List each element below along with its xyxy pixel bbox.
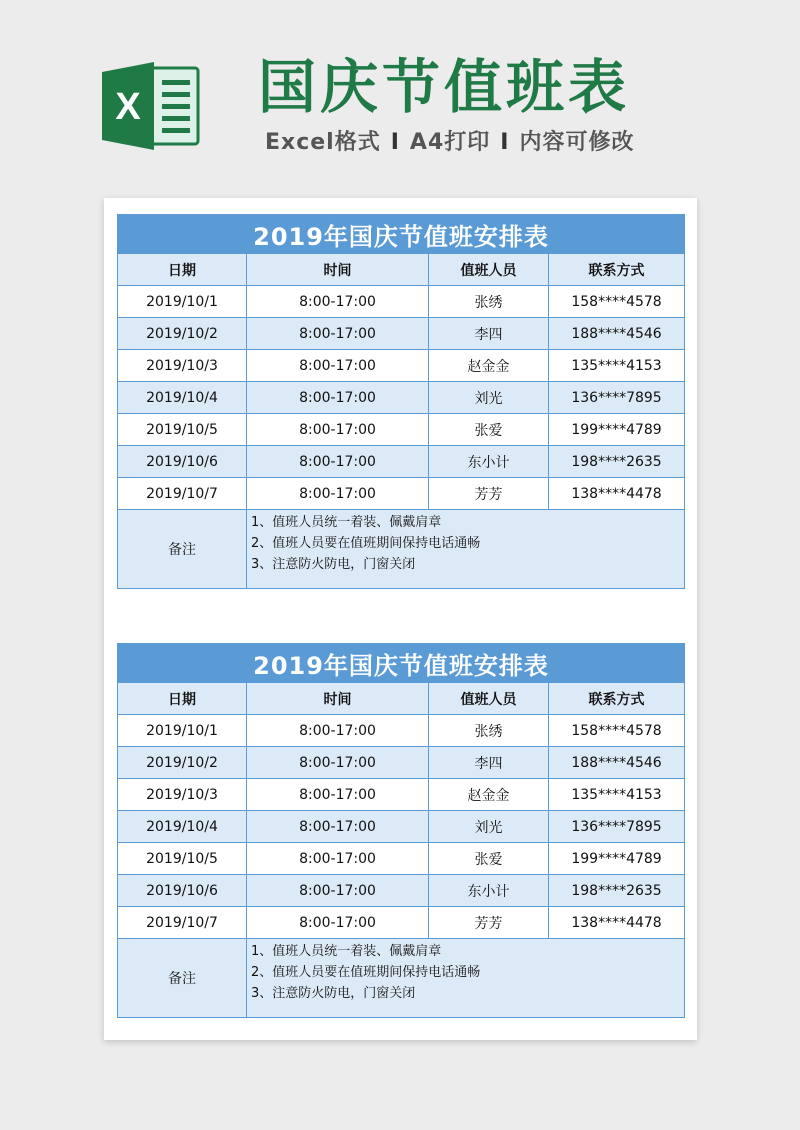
column-header: 值班人员 [429,683,549,715]
table-cell: 2019/10/2 [118,747,247,779]
table-cell: 2019/10/1 [118,715,247,747]
column-header: 联系方式 [549,254,685,286]
table-cell: 2019/10/4 [118,811,247,843]
table-cell: 8:00-17:00 [247,286,429,318]
note-line: 1、值班人员统一着装、佩戴肩章 [251,944,442,959]
table-cell: 199****4789 [549,414,685,446]
notes-label: 备注 [118,510,247,589]
table-cell: 张爱 [429,414,549,446]
table-cell: 8:00-17:00 [247,414,429,446]
table-cell: 张绣 [429,286,549,318]
excel-logo-icon [102,60,202,152]
column-header: 时间 [247,683,429,715]
notes-row [118,939,685,1018]
table-row [118,286,685,318]
subtitle-format: Excel格式 [265,130,381,155]
notes-content [247,510,685,589]
table-cell: 李四 [429,318,549,350]
subtitle-separator: I [390,130,400,155]
page-title: 国庆节值班表 [258,53,631,121]
table-header-row [118,683,685,715]
table-cell: 赵金金 [429,779,549,811]
table-row [118,318,685,350]
table-cell: 136****7895 [549,811,685,843]
table-cell: 8:00-17:00 [247,318,429,350]
table-cell: 199****4789 [549,843,685,875]
table-cell: 8:00-17:00 [247,779,429,811]
note-line: 3、注意防火防电，门窗关闭 [251,986,416,1001]
table-cell: 2019/10/4 [118,382,247,414]
table-row [118,715,685,747]
column-header: 日期 [118,254,247,286]
table-cell: 2019/10/7 [118,907,247,939]
table-row [118,446,685,478]
table-cell: 2019/10/3 [118,779,247,811]
table-row [118,875,685,907]
table-row [118,811,685,843]
table-cell: 2019/10/7 [118,478,247,510]
table-cell: 198****2635 [549,875,685,907]
note-line: 3、注意防火防电，门窗关闭 [251,557,416,572]
table-cell: 8:00-17:00 [247,843,429,875]
table-cell: 8:00-17:00 [247,811,429,843]
table-cell: 2019/10/6 [118,875,247,907]
table-cell: 138****4478 [549,478,685,510]
table-cell: 188****4546 [549,747,685,779]
table-cell: 188****4546 [549,318,685,350]
schedule-table [117,643,685,1018]
table-row [118,907,685,939]
table-row [118,478,685,510]
table-row [118,843,685,875]
table-cell: 8:00-17:00 [247,875,429,907]
table-row [118,414,685,446]
table-cell: 2019/10/3 [118,350,247,382]
table-cell: 芳芳 [429,478,549,510]
table-cell: 李四 [429,747,549,779]
table-header-row [118,254,685,286]
table-cell: 张爱 [429,843,549,875]
note-line: 2、值班人员要在值班期间保持电话通畅 [251,965,481,980]
table-cell: 8:00-17:00 [247,747,429,779]
table-cell: 8:00-17:00 [247,478,429,510]
table-cell: 198****2635 [549,446,685,478]
table-cell: 刘光 [429,811,549,843]
table-cell: 东小计 [429,875,549,907]
table-cell: 158****4578 [549,286,685,318]
table-cell: 158****4578 [549,715,685,747]
table-cell: 芳芳 [429,907,549,939]
note-line: 1、值班人员统一着装、佩戴肩章 [251,515,442,530]
table-cell: 136****7895 [549,382,685,414]
notes-content [247,939,685,1018]
page-header [0,0,800,190]
table-cell: 8:00-17:00 [247,907,429,939]
table-cell: 2019/10/5 [118,414,247,446]
table-cell: 2019/10/6 [118,446,247,478]
table-cell: 8:00-17:00 [247,350,429,382]
notes-row [118,510,685,589]
column-header: 时间 [247,254,429,286]
table-cell: 138****4478 [549,907,685,939]
svg-text:X: X [115,86,141,128]
subtitle-print: A4打印 [409,130,491,155]
table-title: 2019年国庆节值班安排表 [118,215,685,254]
table-row [118,747,685,779]
subtitle-editable: 内容可修改 [519,130,635,155]
note-line: 2、值班人员要在值班期间保持电话通畅 [251,536,481,551]
table-row [118,382,685,414]
table-cell: 赵金金 [429,350,549,382]
page-subtitle [265,128,634,158]
table-title: 2019年国庆节值班安排表 [118,644,685,683]
table-cell: 2019/10/2 [118,318,247,350]
table-cell: 135****4153 [549,350,685,382]
table-cell: 2019/10/1 [118,286,247,318]
table-cell: 东小计 [429,446,549,478]
column-header: 日期 [118,683,247,715]
table-row [118,350,685,382]
table-cell: 8:00-17:00 [247,715,429,747]
column-header: 联系方式 [549,683,685,715]
notes-label: 备注 [118,939,247,1018]
table-cell: 135****4153 [549,779,685,811]
column-header: 值班人员 [429,254,549,286]
document-page [104,198,697,1040]
table-cell: 刘光 [429,382,549,414]
table-cell: 张绣 [429,715,549,747]
schedule-table [117,214,685,589]
table-cell: 8:00-17:00 [247,446,429,478]
table-cell: 8:00-17:00 [247,382,429,414]
table-cell: 2019/10/5 [118,843,247,875]
subtitle-separator: I [500,130,510,155]
table-row [118,779,685,811]
